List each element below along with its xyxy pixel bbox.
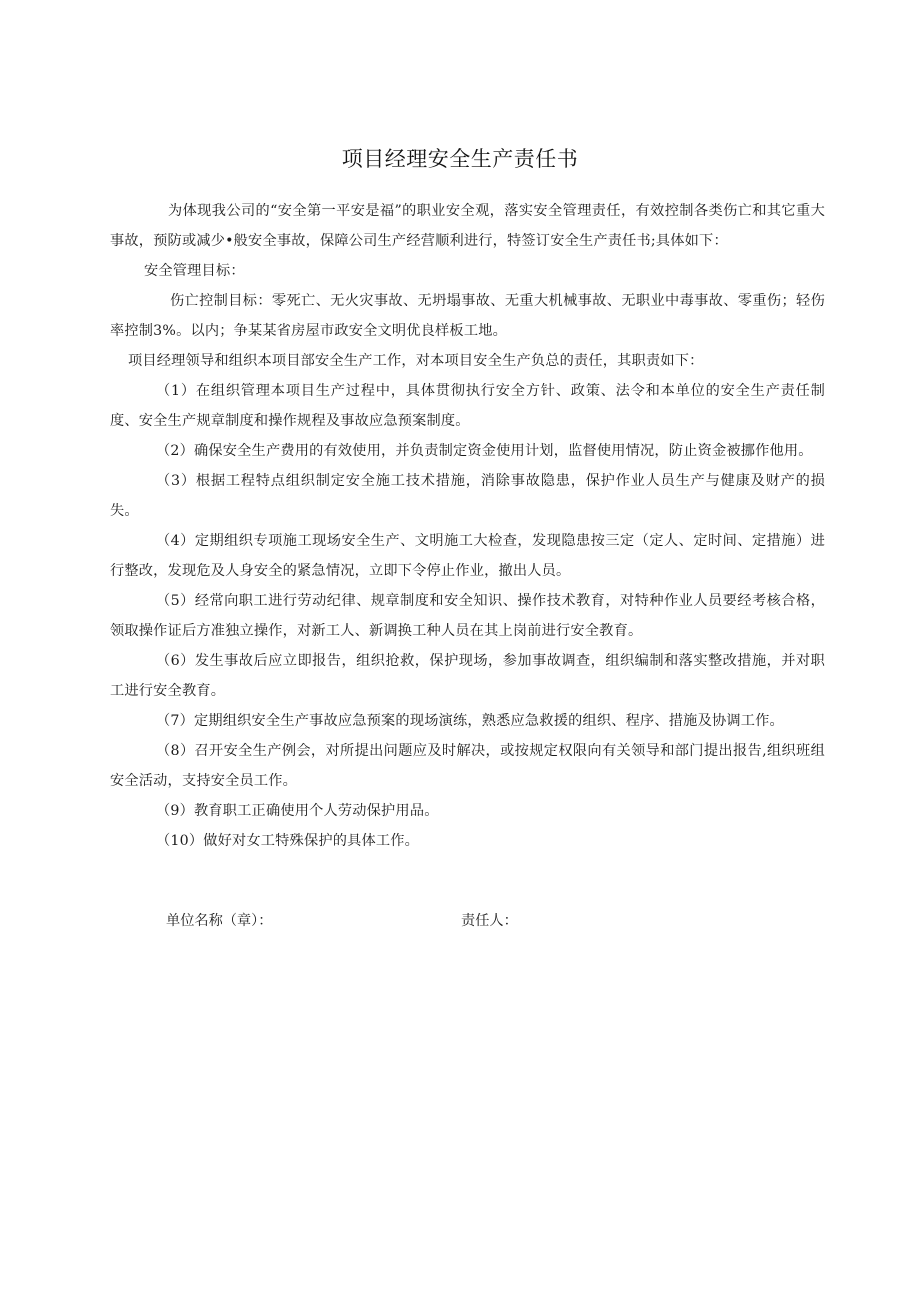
duty-item-7: （7）定期组织安全生产事故应急预案的现场演练，熟悉应急救援的组织、程序、措施及协调工作。 (156, 713, 784, 729)
duty-item-6: （6）发生事故后应立即报告，组织抢救，保护现场，参加事故调查，组织编制和落实整改措施，并对职工进行安全教育。 (110, 653, 825, 699)
responsible-person-label: 责任人： (461, 913, 518, 929)
duties-intro: 项目经理领导和组织本项目部安全生产工作，对本项目安全生产负总的责任，其职责如下： (128, 353, 704, 369)
document-title: 项目经理安全生产责任书 (341, 147, 579, 171)
unit-name-label: 单位名称（章）： (166, 913, 273, 929)
duty-item-1: （1）在组织管理本项目生产过程中，具体贯彻执行安全方针、政策、法令和本单位的安全生产责任制度、安全生产规章制度和操作规程及事故应急预案制度。 (110, 383, 825, 429)
goals-paragraph: 伤亡控制目标：零死亡、无火灾事故、无坍塌事故、无重大机械事故、无职业中毒事故、零重伤；轻伤率控制3%。以内；争某某省房屋市政安全文明优良样板工地。 (110, 293, 825, 339)
duty-item-10: （10）做好对女工特殊保护的具体工作。 (156, 833, 420, 849)
duty-item-8: （8）召开安全生产例会，对所提出问题应及时解决，或按规定权限向有关领导和部门提出报告,组织班组安全活动，支持安全员工作。 (110, 743, 825, 789)
duty-item-4: （4）定期组织专项施工现场安全生产、文明施工大检查，发现隐患按三定（定人、定时间、定措施）进行整改，发现危及人身安全的紧急情况，立即下令停止作业，撤出人员。 (110, 533, 825, 579)
goals-heading: 安全管理目标： (144, 263, 245, 279)
duty-item-2: （2）确保安全生产费用的有效使用，并负责制定资金使用计划，监督使用情况，防止资金被挪作他用。 (156, 443, 813, 459)
duty-item-3: （3）根据工程特点组织制定安全施工技术措施，消除事故隐患，保护作业人员生产与健康及财产的损失。 (110, 473, 825, 519)
duty-item-5: （5）经常向职工进行劳动纪律、规章制度和安全知识、操作技术教育，对特种作业人员要经考核合格，领取操作证后方准独立操作，对新工人、新调换工种人员在其上岗前进行安全教育。 (110, 593, 825, 639)
duty-item-9: （9）教育职工正确使用个人劳动保护用品。 (156, 803, 439, 819)
document-body (110, 196, 825, 856)
intro-paragraph: 为体现我公司的“安全第一平安是福”的职业安全观，落实安全管理责任，有效控制各类伤亡和其它重大事故，预防或减少•般安全事故，保障公司生产经营顺利进行，特签订安全生产责任书;具体如下： (110, 203, 825, 249)
